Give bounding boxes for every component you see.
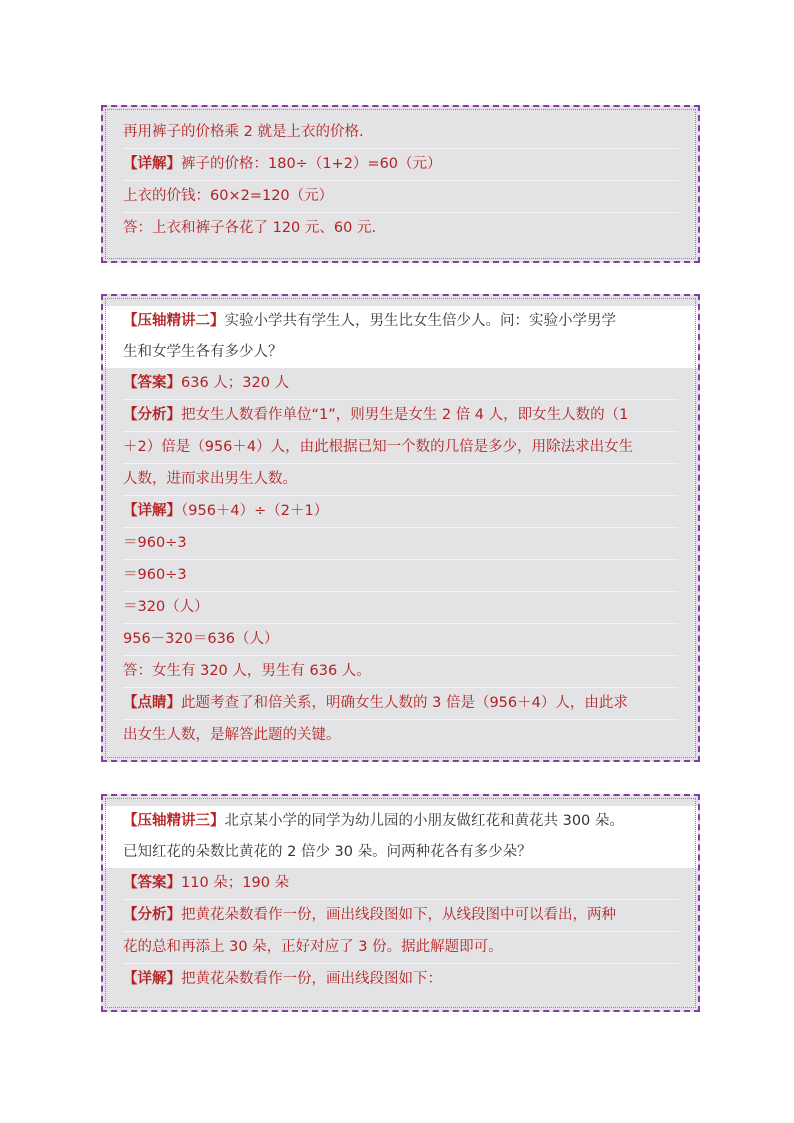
problem-box-2: [101, 294, 700, 762]
answer-text: 636 人；320 人: [181, 375, 290, 391]
problem-title-tag: 【压轴精讲二】: [123, 313, 225, 329]
analysis-text: 花的总和再添上 30 朵，正好对应了 3 份。据此解题即可。: [123, 932, 678, 964]
answer-tag: 【答案】: [123, 375, 181, 391]
analysis-text: 人数，进而求出男生人数。: [123, 464, 678, 496]
detail-tag: 【详解】: [123, 971, 181, 987]
problem-text: 已知红花的朵数比黄花的 2 倍少 30 朵。问两种花各有多少朵？: [103, 837, 698, 868]
detail-text: 956－320＝636（人）: [123, 624, 678, 656]
problem-text: 实验小学共有学生人，男生比女生倍少人。问：实验小学男学: [224, 313, 616, 329]
problem-text: 生和女学生各有多少人？: [103, 337, 698, 368]
analysis-text: 把女生人数看作单位“1”，则男生是女生 2 倍 4 人，即女生人数的（1: [181, 407, 629, 423]
problem-text: 北京某小学的同学为幼儿园的小朋友做红花和黄花共 300 朵。: [224, 813, 624, 829]
detail-text: ＝960÷3: [123, 528, 678, 560]
point-text: 出女生人数，是解答此题的关键。: [123, 727, 341, 743]
detail-tag: 【详解】: [123, 503, 181, 519]
detail-tag: 【详解】: [123, 156, 181, 172]
answer-text: 110 朵；190 朵: [181, 875, 290, 891]
analysis-text: 把黄花朵数看作一份，画出线段图如下，从线段图中可以看出，两种: [181, 907, 616, 923]
analysis-text: ＋2）倍是（956＋4）人，由此根据已知一个数的几倍是多少，用除法求出女生: [123, 432, 678, 464]
point-tag: 【点睛】: [123, 695, 181, 711]
detail-text: （956＋4）÷（2＋1）: [181, 503, 329, 519]
text-line: 答：上衣和裤子各花了 120 元、60 元.: [123, 220, 377, 236]
point-text: 此题考查了和倍关系，明确女生人数的 3 倍是（956＋4）人，由此求: [181, 695, 628, 711]
detail-text: 把黄花朵数看作一份，画出线段图如下：: [181, 971, 442, 987]
conclusion-text: 答：女生有 320 人，男生有 636 人。: [123, 656, 678, 688]
problem-box-3: [101, 794, 700, 1012]
text-line: 再用裤子的价格乘 2 就是上衣的价格.: [123, 117, 678, 149]
answer-tag: 【答案】: [123, 875, 181, 891]
solution-box-1: [101, 105, 700, 263]
analysis-tag: 【分析】: [123, 407, 181, 423]
detail-text: ＝960÷3: [123, 560, 678, 592]
text-line: 上衣的价钱：60×2=120（元）: [123, 181, 678, 213]
analysis-tag: 【分析】: [123, 907, 181, 923]
problem-title-tag: 【压轴精讲三】: [123, 813, 225, 829]
detail-text: 裤子的价格：180÷（1+2）=60（元）: [181, 156, 442, 172]
detail-text: ＝320（人）: [123, 592, 678, 624]
